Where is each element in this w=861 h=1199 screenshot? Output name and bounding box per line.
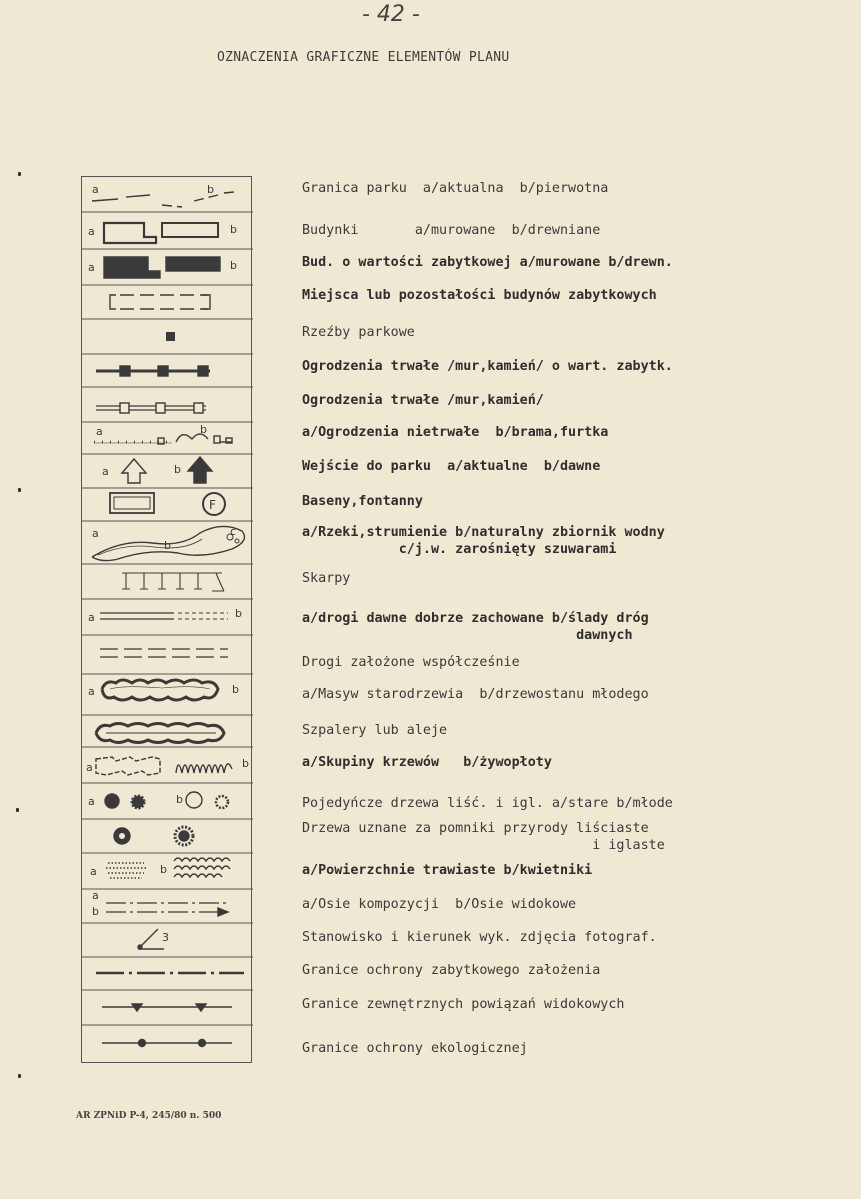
symbol-park-entrance [102, 457, 212, 483]
legend-text-boundary-historic: Granice ochrony zabytkowego założenia [302, 963, 601, 978]
legend-text-monument-trees: Drzewa uznane za pomniki przyrody liściaste i iglaste [302, 821, 665, 853]
symbol-tree-stands [88, 680, 239, 700]
symbol-letter-b: b [230, 223, 237, 236]
symbol-fence-temporary-gate [94, 423, 232, 444]
symbol-letter-a: a [86, 761, 93, 774]
margin-mark [18, 488, 21, 492]
symbol-letter-b: b [235, 607, 242, 620]
legend-text-escarpments: Skarpy [302, 571, 351, 586]
symbol-natural-monument-trees [114, 827, 193, 845]
symbol-modern-roads [100, 649, 228, 657]
symbol-letter-a: a [88, 685, 95, 698]
symbol-letter-a: a [92, 527, 99, 540]
legend-text-tree-stands: a/Masyw starodrzewia b/drzewostanu młodego [302, 687, 649, 702]
legend-text-fence-permanent: Ogrodzenia trwałe /mur,kamień/ [302, 393, 544, 408]
legend-text-lawns: a/Powierzchnie trawiaste b/kwietniki [302, 863, 593, 878]
symbol-sculptures [166, 332, 175, 341]
legend-text-fence-historic: Ogrodzenia trwałe /mur,kamień/ o wart. zabytk. [302, 359, 673, 374]
symbol-letter-b: b [230, 259, 237, 272]
symbol-boundary-ecological [102, 1040, 232, 1047]
symbol-letter-a: a [96, 425, 103, 438]
legend-text-boundary-ecological: Granice ochrony ekologicznej [302, 1041, 528, 1056]
legend-text-pools: Baseny,fontanny [302, 494, 423, 509]
symbol-letter-b: b [207, 183, 214, 196]
legend-text-shrubs: a/Skupiny krzewów b/żywopłoty [302, 755, 552, 770]
symbol-pools-fountains [110, 493, 225, 515]
symbol-letter-a: a [88, 261, 95, 274]
legend-symbols [82, 177, 253, 1064]
symbol-avenues [96, 724, 224, 743]
symbol-boundary-view-relations [102, 1004, 232, 1011]
symbol-historic-roads [88, 607, 242, 624]
page-number: - 42 - [362, 2, 420, 27]
symbol-letter-b: b [232, 683, 239, 696]
margin-mark [18, 172, 21, 176]
symbol-photo-point [138, 929, 169, 949]
legend-text-park-boundary: Granica parku a/aktualna b/pierwotna [302, 181, 609, 196]
margin-mark [18, 1074, 21, 1078]
legend-text-boundary-view: Granice zewnętrznych powiązań widokowych [302, 997, 625, 1012]
legend-text-avenues: Szpalery lub aleje [302, 723, 448, 738]
symbol-letter-b: b [176, 793, 183, 806]
symbol-park-boundary [92, 183, 234, 207]
symbol-letter-b: b [160, 863, 167, 876]
symbol-shrubs-hedges [86, 757, 249, 775]
symbol-fence-permanent [96, 403, 206, 413]
symbol-letter-b: b [164, 539, 171, 552]
symbol-letter-a: a [88, 795, 95, 808]
legend-text-photo-point: Stanowisko i kierunek wyk. zdjęcia fotograf. [302, 930, 657, 945]
symbol-historic-buildings [88, 257, 237, 278]
legend-text-water: a/Rzeki,strumienie b/naturalny zbiornik wodny c/j.w. zarośnięty szuwarami [302, 525, 665, 557]
legend-text-modern-roads: Drogi założone współcześnie [302, 655, 520, 670]
symbol-letter-a: a [90, 865, 97, 878]
svg-text:3: 3 [162, 931, 169, 944]
symbol-letter-a: a [92, 889, 99, 902]
symbol-letter-c: c [230, 525, 237, 538]
legend-text-axes: a/Osie kompozycji b/Osie widokowe [302, 897, 577, 912]
symbol-escarpments [122, 573, 224, 591]
legend-text-historic-roads: a/drogi dawne dobrze zachowane b/ślady dróg dawnych [302, 611, 649, 643]
symbol-letter-b: b [92, 905, 99, 918]
symbol-buildings [88, 223, 237, 243]
symbol-single-trees [88, 792, 228, 808]
legend-text-fence-temporary: a/Ogrodzenia nietrwałe b/brama,furtka [302, 425, 609, 440]
svg-text:F: F [209, 498, 216, 512]
legend-text-building-remains: Miejsca lub pozostałości budynów zabytkowych [302, 288, 657, 303]
symbol-composition-view-axes [92, 889, 228, 918]
symbol-letter-a: a [102, 465, 109, 478]
symbol-lawns-flowerbeds [90, 858, 230, 878]
symbol-letter-b: b [174, 463, 181, 476]
legend-text-historic-buildings: Bud. o wartości zabytkowej a/murowane b/drewn. [302, 255, 673, 270]
margin-mark [16, 808, 19, 812]
page-title: OZNACZENIA GRAFICZNE ELEMENTÓW PLANU [217, 50, 510, 65]
symbol-letter-a: a [92, 183, 99, 196]
legend-symbol-box [81, 176, 252, 1063]
symbol-water [92, 525, 244, 561]
symbol-fence-historic [96, 366, 210, 376]
symbol-letter-a: a [88, 225, 95, 238]
legend-text-sculptures: Rzeźby parkowe [302, 325, 415, 340]
symbol-letter-a: a [88, 611, 95, 624]
symbol-building-remains [110, 295, 210, 309]
print-imprint: AR ZPNiD P-4, 245/80 n. 500 [76, 1111, 222, 1121]
symbol-letter-b: b [242, 757, 249, 770]
legend-text-buildings: Budynki a/murowane b/drewniane [302, 223, 601, 238]
symbol-letter-b: b [200, 423, 207, 436]
legend-text-single-trees: Pojedyńcze drzewa liść. i igl. a/stare b/młode [302, 796, 673, 811]
legend-text-entrance: Wejście do parku a/aktualne b/dawne [302, 459, 601, 474]
